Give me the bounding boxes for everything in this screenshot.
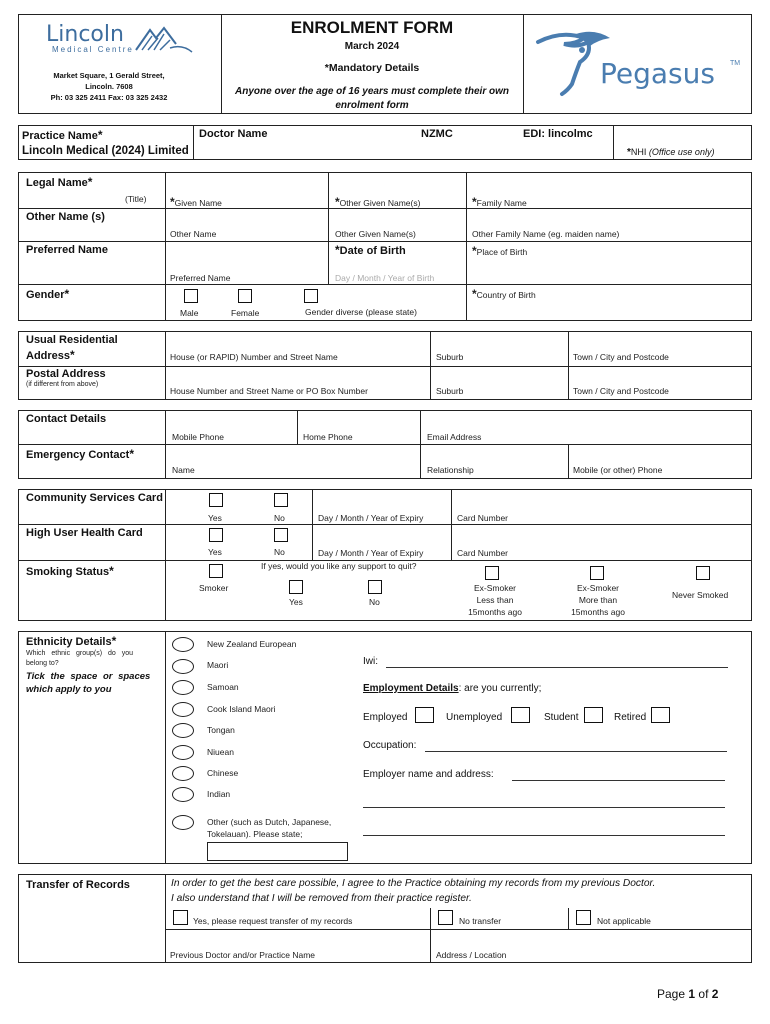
ethnicity-option: Cook Island Maori xyxy=(207,704,276,714)
practice-name-value: Lincoln Medical (2024) Limited xyxy=(22,145,189,157)
ex-smoker-less-line2: Less than xyxy=(476,595,514,605)
iwi-input[interactable] xyxy=(386,667,728,668)
town-postcode-hint-2: Town / City and Postcode xyxy=(573,386,669,396)
mandatory-star: * xyxy=(97,128,103,142)
ethnicity-niuean-radio[interactable] xyxy=(172,745,194,760)
family-name-label: Family Name xyxy=(476,198,527,208)
smoker-label: Smoker xyxy=(199,583,229,593)
ethnicity-option: Chinese xyxy=(207,768,239,778)
postal-note: (if different from above) xyxy=(26,381,99,388)
transfer-no-checkbox[interactable] xyxy=(438,910,453,925)
ethnicity-other-line1: Other (such as Dutch, Japanese, xyxy=(207,817,332,827)
address-label: Address xyxy=(26,350,71,362)
huhc-yes-checkbox[interactable] xyxy=(209,528,223,542)
house-street-hint: House (or RAPID) Number and Street Name xyxy=(170,352,338,362)
transfer-statement-1: In order to get the best care possible, I agree to the Practice obtaining my records from my previous Doctor. xyxy=(171,878,656,889)
ethnicity-nz-european-radio[interactable] xyxy=(172,637,194,652)
community-services-card-label: Community Services Card xyxy=(26,492,163,504)
transfer-no-label: No transfer xyxy=(459,916,502,926)
ethnicity-option: New Zealand European xyxy=(207,639,297,649)
ethnicity-option: Maori xyxy=(207,660,229,670)
ex-smoker-less-checkbox[interactable] xyxy=(485,566,499,580)
address-line2: Lincoln. 7608 xyxy=(85,82,133,91)
ethnicity-other-input[interactable] xyxy=(207,842,348,861)
mobile-other-hint: Mobile (or other) Phone xyxy=(573,465,663,475)
ethnicity-chinese-radio[interactable] xyxy=(172,766,194,781)
ethnicity-question-1: Which ethnic group(s) do you xyxy=(26,650,134,657)
postal-address-label: Postal Address xyxy=(26,368,106,380)
csc-yes-checkbox[interactable] xyxy=(209,493,223,507)
home-phone-hint: Home Phone xyxy=(303,432,353,442)
mobile-phone-hint: Mobile Phone xyxy=(172,432,224,442)
form-title: ENROLMENT FORM xyxy=(290,18,454,37)
contact-details-label: Contact Details xyxy=(26,413,107,425)
lincoln-logo-name: Lincoln xyxy=(46,22,124,47)
employed-checkbox[interactable] xyxy=(415,707,434,723)
transfer-statement-2: I also understand that I will be removed from their practice register. xyxy=(171,893,472,904)
pegasus-logo xyxy=(532,28,747,98)
po-box-hint: House Number and Street Name or PO Box Number xyxy=(170,386,368,396)
lincoln-mountain-icon xyxy=(134,24,194,54)
ethnicity-maori-radio[interactable] xyxy=(172,659,194,674)
gender-female-checkbox[interactable] xyxy=(238,289,252,303)
iwi-label: Iwi: xyxy=(363,656,378,667)
support-no-checkbox[interactable] xyxy=(368,580,382,594)
email-hint: Email Address xyxy=(427,432,482,442)
given-name-label: Given Name xyxy=(174,198,222,208)
employment-details-label: Employment Details xyxy=(363,683,459,694)
unemployed-label: Unemployed xyxy=(446,712,503,723)
transfer-yes-checkbox[interactable] xyxy=(173,910,188,925)
pegasus-logo-name: Pegasus xyxy=(600,57,715,90)
occupation-input[interactable] xyxy=(425,751,727,752)
emergency-name-hint: Name xyxy=(172,465,195,475)
ethnicity-option: Niuean xyxy=(207,747,234,757)
transfer-na-checkbox[interactable] xyxy=(576,910,591,925)
page-prefix: Page xyxy=(657,987,686,1001)
never-smoked-checkbox[interactable] xyxy=(696,566,710,580)
form-date: March 2024 xyxy=(344,41,400,52)
page-number xyxy=(657,988,718,1002)
address-line1: Market Square, 1 Gerald Street, xyxy=(53,71,165,80)
smoker-checkbox[interactable] xyxy=(209,564,223,578)
page-current: 1 xyxy=(688,987,696,1001)
gender-diverse-checkbox[interactable] xyxy=(304,289,318,303)
high-user-health-card-label: High User Health Card xyxy=(26,527,143,539)
ethnicity-other-radio[interactable] xyxy=(172,815,194,830)
lincoln-logo xyxy=(40,20,200,60)
occupation-label: Occupation: xyxy=(363,740,417,751)
other-name-hint: Other Name xyxy=(170,229,217,239)
other-family-hint: Other Family Name (eg. maiden name) xyxy=(472,229,620,239)
ethnicity-tick-2: which apply to you xyxy=(26,684,112,695)
legal-name-label: Legal Name xyxy=(26,177,88,189)
dob-label: Date of Birth xyxy=(339,245,406,257)
title-hint: (Title) xyxy=(125,194,147,204)
transfer-na-label: Not applicable xyxy=(597,916,651,926)
lincoln-logo-tagline: Medical Centre xyxy=(52,45,134,54)
practice-name-label: Practice Name xyxy=(22,130,98,142)
retired-checkbox[interactable] xyxy=(651,707,670,723)
other-given-name-label: Other Given Name(s) xyxy=(339,198,421,208)
ex-smoker-less-line1: Ex-Smoker xyxy=(473,583,517,593)
ethnicity-question-2: belong to? xyxy=(26,660,59,667)
other-given-hint: Other Given Name(s) xyxy=(335,229,416,239)
suburb-hint-1: Suburb xyxy=(436,352,464,362)
gender-female-label: Female xyxy=(231,308,260,318)
preferred-name-label: Preferred Name xyxy=(26,244,108,256)
gender-male-checkbox[interactable] xyxy=(184,289,198,303)
ethnicity-tick-1: Tick the space or spaces xyxy=(26,671,151,682)
age-notice: Anyone over the age of 16 years must complete their own enrolment form xyxy=(235,86,509,111)
gender-label: Gender xyxy=(26,289,65,301)
ex-smoker-more-line2: More than xyxy=(578,595,618,605)
previous-doctor-hint: Previous Doctor and/or Practice Name xyxy=(170,950,316,960)
employer-label: Employer name and address: xyxy=(363,769,494,780)
gender-male-label: Male xyxy=(180,308,199,318)
huhc-expiry-hint: Day / Month / Year of Expiry xyxy=(318,548,424,558)
doctor-name-label: Doctor Name xyxy=(199,128,268,140)
huhc-no-checkbox[interactable] xyxy=(274,528,288,542)
huhc-no-label: No xyxy=(274,547,285,557)
transfer-yes-label: Yes, please request transfer of my records xyxy=(193,916,353,926)
smoking-status-label: Smoking Status xyxy=(26,566,110,578)
nhi-note: (Office use only) xyxy=(648,147,715,157)
edi-label: EDI: lincolmc xyxy=(523,128,593,140)
nhi-label: NHI xyxy=(630,147,647,157)
country-of-birth-label: Country of Birth xyxy=(476,290,536,300)
ethnicity-other-line2: Tokelauan). Please state; xyxy=(207,829,303,839)
address-location-hint: Address / Location xyxy=(436,950,507,960)
unemployed-checkbox[interactable] xyxy=(511,707,530,723)
huhc-card-number-hint: Card Number xyxy=(457,548,509,558)
employer-input[interactable] xyxy=(512,780,725,781)
csc-no-checkbox[interactable] xyxy=(274,493,288,507)
huhc-yes-label: Yes xyxy=(208,547,222,557)
never-smoked-label: Never Smoked xyxy=(672,590,729,600)
support-yes-checkbox[interactable] xyxy=(289,580,303,594)
student-label: Student xyxy=(544,712,579,723)
csc-yes-label: Yes xyxy=(208,513,222,523)
csc-card-number-hint: Card Number xyxy=(457,513,509,523)
ethnicity-samoan-radio[interactable] xyxy=(172,680,194,695)
employed-label: Employed xyxy=(363,712,408,723)
usual-residential-label: Usual Residential xyxy=(26,334,118,346)
student-checkbox[interactable] xyxy=(584,707,603,723)
support-no-label: No xyxy=(369,597,380,607)
dob-hint: Day / Month / Year of Birth xyxy=(335,273,435,283)
ethnicity-title: Ethnicity Details xyxy=(26,636,112,648)
ethnicity-option: Tongan xyxy=(207,725,235,735)
preferred-name-hint: Preferred Name xyxy=(170,273,231,283)
address-line3: Ph: 03 325 2411 Fax: 03 325 2432 xyxy=(50,93,168,102)
other-names-label: Other Name (s) xyxy=(26,211,105,223)
ethnicity-option: Samoan xyxy=(207,682,239,692)
ex-smoker-more-line3: 15months ago xyxy=(571,607,625,617)
ex-smoker-more-line1: Ex-Smoker xyxy=(576,583,620,593)
transfer-title: Transfer of Records xyxy=(26,879,130,891)
csc-expiry-hint: Day / Month / Year of Expiry xyxy=(318,513,424,523)
ethnicity-indian-radio[interactable] xyxy=(172,787,194,802)
support-yes-label: Yes xyxy=(289,597,303,607)
employer-address-line-2[interactable] xyxy=(363,835,725,836)
page-of: of xyxy=(698,987,709,1001)
relationship-hint: Relationship xyxy=(427,465,474,475)
ex-smoker-less-line3: 15months ago xyxy=(468,607,522,617)
place-of-birth-label: Place of Birth xyxy=(476,247,528,257)
mandatory-note: *Mandatory Details xyxy=(324,62,420,74)
suburb-hint-2: Suburb xyxy=(436,386,464,396)
ethnicity-tongan-radio[interactable] xyxy=(172,723,194,738)
page-total: 2 xyxy=(711,987,719,1001)
nzmc-label: NZMC xyxy=(421,128,453,140)
retired-label: Retired xyxy=(614,712,647,723)
ethnicity-option: Indian xyxy=(207,789,231,799)
employer-address-line-1[interactable] xyxy=(363,807,725,808)
support-question: If yes, would you like any support to quit? xyxy=(261,561,417,571)
employment-question: : are you currently; xyxy=(458,683,542,694)
town-postcode-hint-1: Town / City and Postcode xyxy=(573,352,669,362)
gender-diverse-label: Gender diverse (please state) xyxy=(305,307,417,317)
ex-smoker-more-checkbox[interactable] xyxy=(590,566,604,580)
csc-no-label: No xyxy=(274,513,285,523)
pegasus-logo-tm: TM xyxy=(730,60,741,67)
ethnicity-cook-island-radio[interactable] xyxy=(172,702,194,717)
emergency-contact-label: Emergency Contact xyxy=(26,449,130,461)
